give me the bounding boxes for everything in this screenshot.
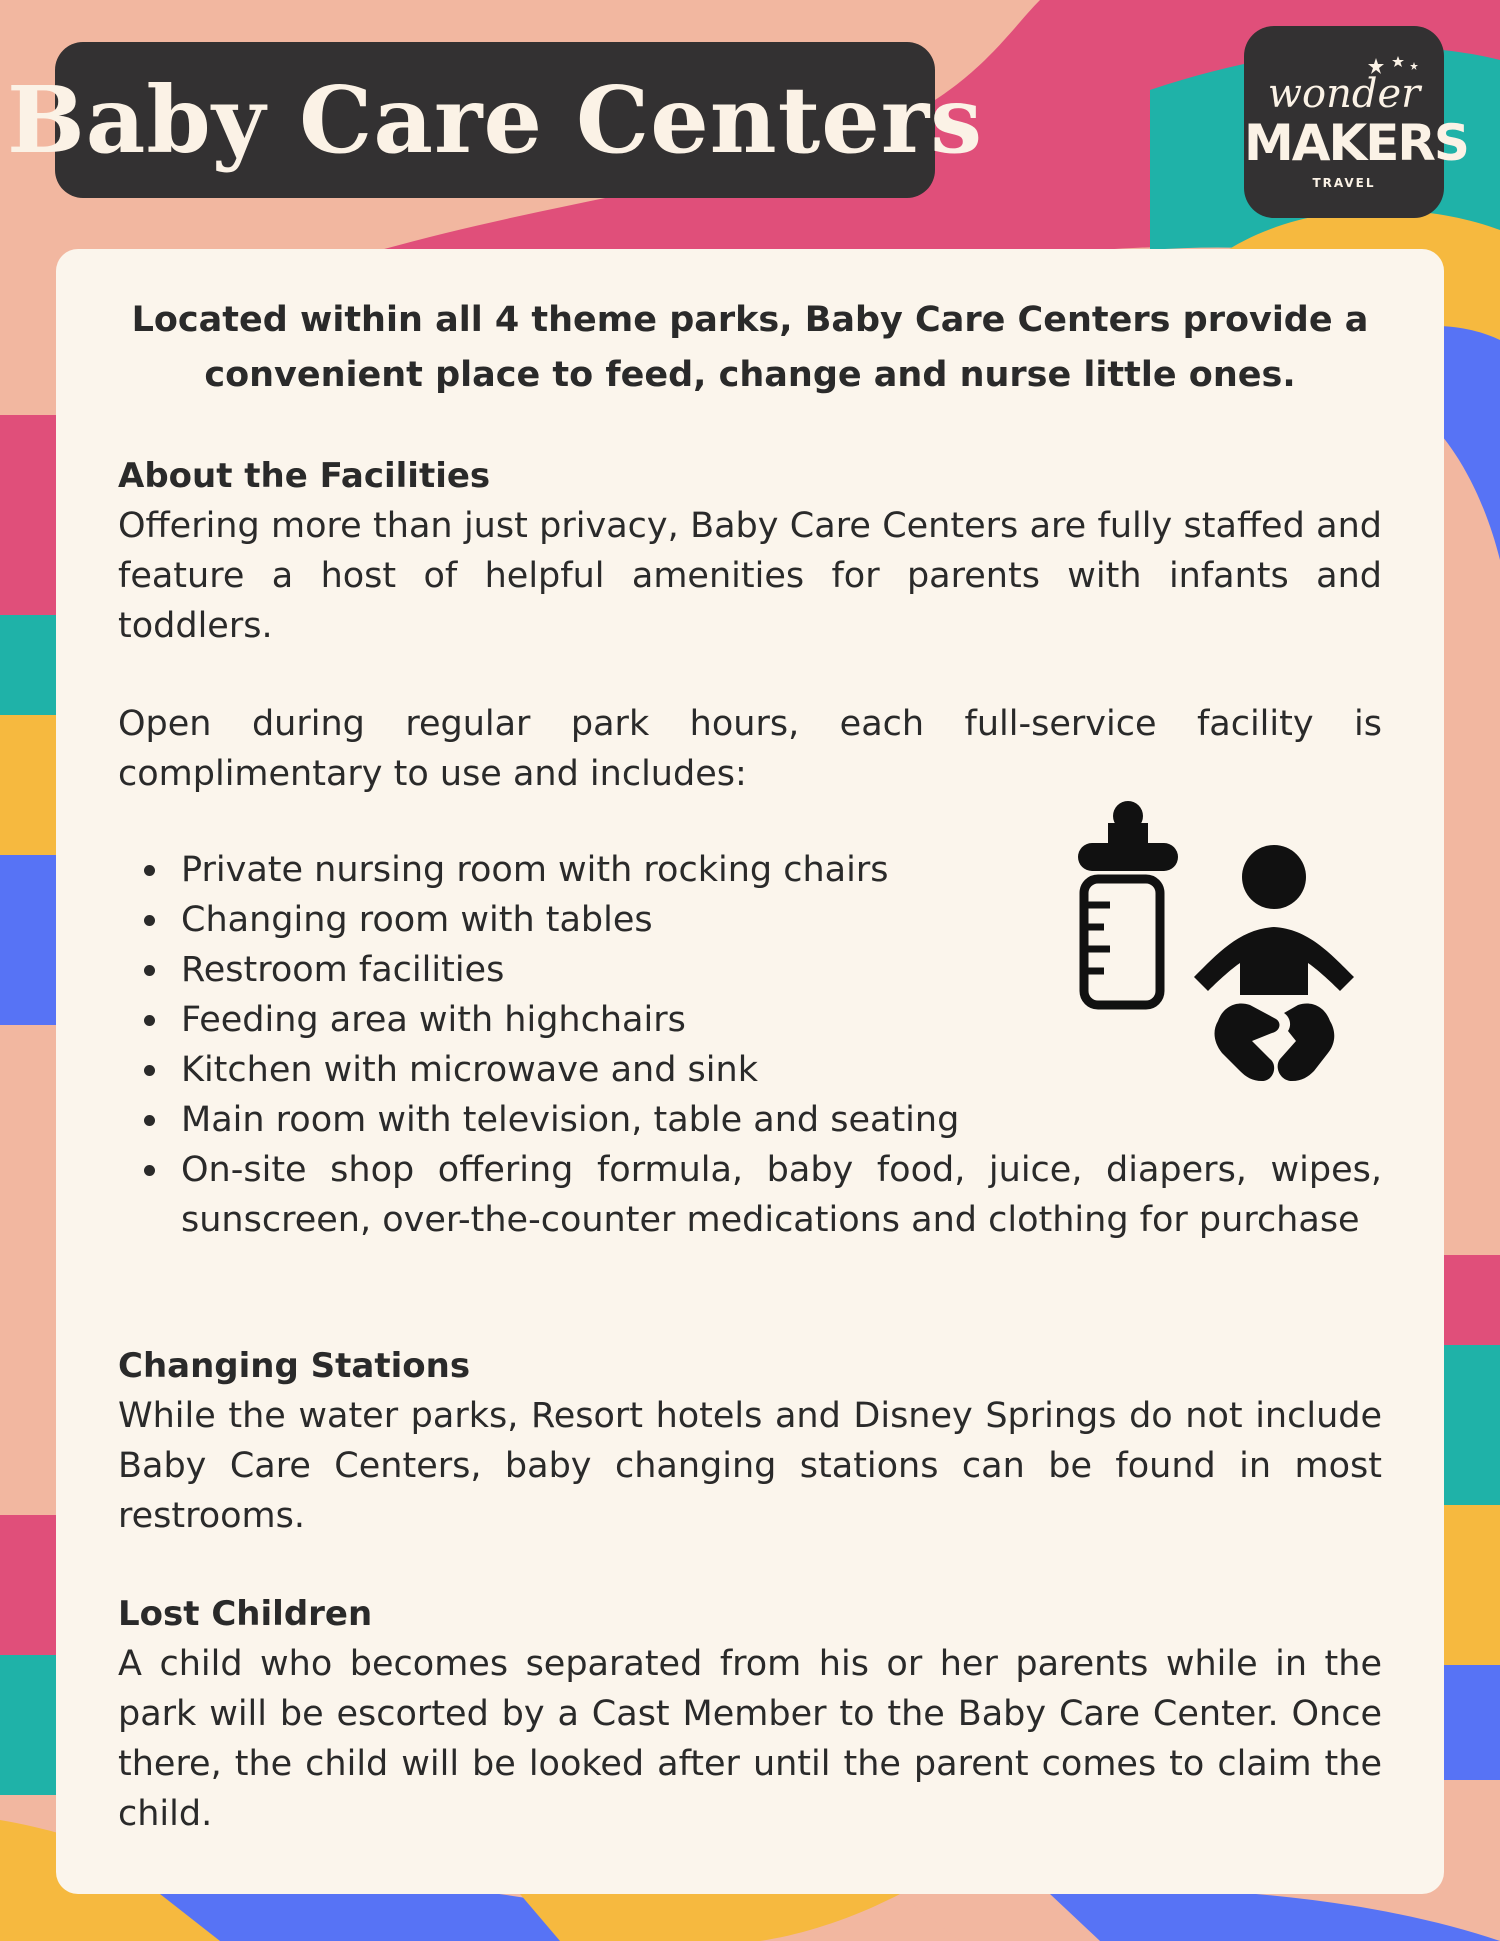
baby-icon <box>1188 845 1368 1105</box>
about-paragraph-2: Open during regular park hours, each full-service facility is complimentary to use and includes: <box>118 704 1382 794</box>
content-card <box>56 249 1444 1894</box>
list-item: On-site shop offering formula, baby food, juice, diapers, wipes, sunscreen, over-the-counter medications and clothing for purchase <box>118 1145 1382 1245</box>
brand-logo <box>1244 26 1468 218</box>
intro-text: Located within all 4 theme parks, Baby Care Centers provide a convenient place to feed, change and nurse little ones. <box>131 300 1369 395</box>
list-item: Kitchen with microwave and sink <box>118 1045 921 1095</box>
lost-children-heading: Lost Children <box>118 1594 373 1634</box>
list-item: Changing room with tables <box>118 895 921 945</box>
lost-children-paragraph: A child who becomes separated from his or her parents while in the park will be escorted by a Cast Member to the Baby Care Center. Once there, the child will be looked after until the parent comes to claim the child. <box>118 1644 1382 1834</box>
about-paragraph-1: Offering more than just privacy, Baby Care Centers are fully staffed and feature a host of helpful amenities for parents with infants and toddlers. <box>118 506 1382 646</box>
list-item: Feeding area with highchairs <box>118 995 921 1045</box>
about-heading: About the Facilities <box>118 456 491 496</box>
logo-travel-text: TRAVEL <box>1312 176 1376 190</box>
changing-paragraph: While the water parks, Resort hotels and Disney Springs do not include Baby Care Centers, baby changing stations can be found in most restrooms. <box>118 1396 1382 1536</box>
title-banner <box>7 42 983 198</box>
changing-heading: Changing Stations <box>118 1346 471 1386</box>
baby-bottle-icon <box>1078 801 1178 1011</box>
list-item: Private nursing room with rocking chairs <box>118 845 921 895</box>
list-item: Main room with television, table and seating <box>118 1095 1121 1145</box>
list-item: Restroom facilities <box>118 945 921 995</box>
logo-makers-text: MAKERS <box>1244 114 1468 172</box>
page-title: Baby Care Centers <box>7 66 983 174</box>
logo-wonder-text: wonder <box>1267 71 1421 117</box>
